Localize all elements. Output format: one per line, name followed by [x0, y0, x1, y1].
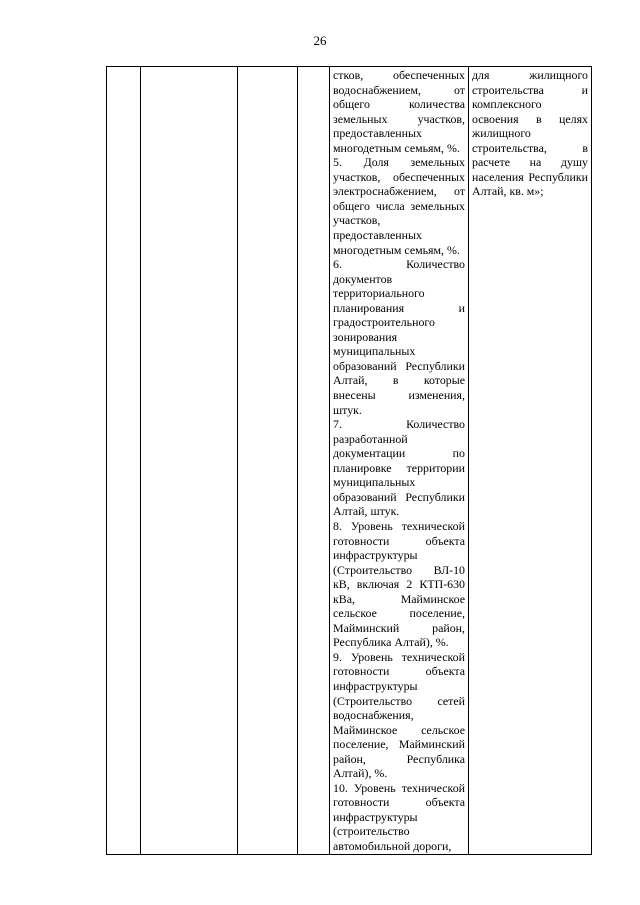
indicator-text: стков, обеспеченных водоснабжением, от общего количества земельных участков, предоставленных многодетным семьям, %. [333, 68, 465, 155]
indicator-text: 6. Количество документов территориального планирования и градостроительного зонирования муниципальных образований Республики Алтай, в которые внесены изменения, штук. [333, 257, 465, 417]
page-number: 26 [313, 33, 327, 48]
indicator-text: 9. Уровень технической готовности объекта инфраструктуры (Строительство сетей водоснабжения, Майминское сельское поселение, Майминский район, Республика Алтай), %. [333, 649, 465, 781]
table-cell-indicators [330, 67, 469, 855]
table-cell-last [469, 67, 592, 855]
last-cell-text: для жилищного строительства и комплексного освоения в целях жилищного строительства, в расчете на душу населения Республики Алтай, кв. м»; [472, 68, 588, 199]
indicators-table [106, 66, 592, 855]
indicator-text: 5. Доля земельных участков, обеспеченных электроснабжением, от общего числа земельных участков, предоставленных многодетным семьям, %. [333, 155, 465, 257]
table-cell-empty [298, 67, 330, 855]
indicator-text: 7. Количество разработанной документации по планировке территории муниципальных образований Республики Алтай, штук. [333, 417, 465, 519]
table-row [107, 67, 592, 855]
indicator-text: 8. Уровень технической готовности объекта инфраструктуры (Строительство ВЛ-10 кВ, включая 2 КТП-630 кВа, Майминское сельское поселение, Майминский район, Республика Алтай), %. [333, 518, 465, 650]
indicator-text: 10. Уровень технической готовности объекта инфраструктуры (строительство автомобильной дороги, [333, 780, 465, 853]
table-cell-empty [107, 67, 141, 855]
table-cell-empty [141, 67, 238, 855]
table-cell-empty [238, 67, 298, 855]
